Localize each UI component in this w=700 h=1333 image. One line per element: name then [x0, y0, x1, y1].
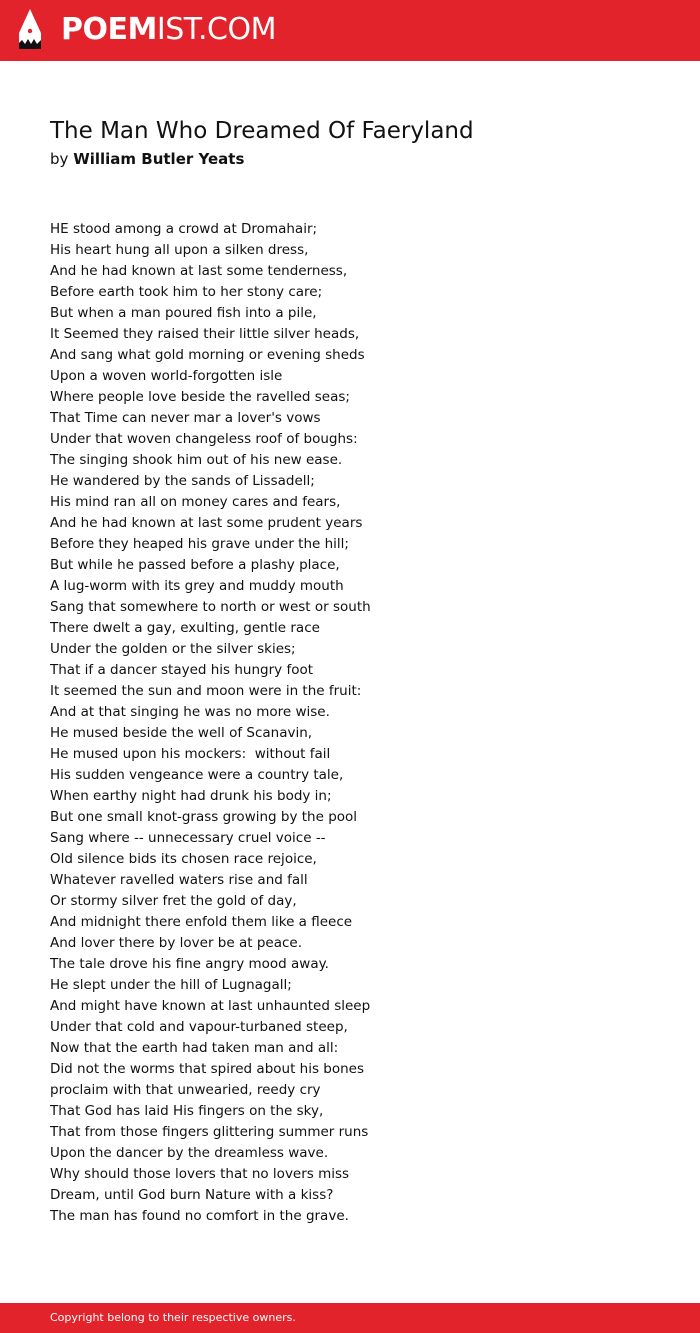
poem-line: It seemed the sun and moon were in the fruit:	[50, 683, 362, 699]
poem-line: That God has laid His fingers on the sky,	[50, 1103, 324, 1119]
pen-nib-icon[interactable]	[17, 9, 43, 51]
poem-author: William Butler Yeats	[73, 150, 245, 168]
byline-prefix: by	[50, 150, 69, 168]
poem-line: Did not the worms that spired about his bones	[50, 1061, 365, 1077]
site-logo[interactable]	[61, 12, 276, 48]
poem-line: That if a dancer stayed his hungry foot	[50, 662, 314, 678]
poem-line: Upon the dancer by the dreamless wave.	[50, 1145, 329, 1161]
poem-line: And at that singing he was no more wise.	[50, 704, 330, 720]
poem-line: Under the golden or the silver skies;	[50, 641, 296, 657]
logo-text-light: IST.COM	[156, 12, 276, 47]
poem-line: His sudden vengeance were a country tale,	[50, 767, 344, 783]
poem-line: And he had known at last some prudent years	[50, 515, 363, 531]
poem-line: That from those fingers glittering summer runs	[50, 1124, 369, 1140]
logo-text-bold: POEM	[61, 12, 157, 47]
poem-line: Where people love beside the ravelled seas;	[50, 389, 350, 405]
poem-line: It Seemed they raised their little silver heads,	[50, 326, 360, 342]
poem-line: And lover there by lover be at peace.	[50, 935, 302, 951]
poem-line: The singing shook him out of his new ease.	[50, 452, 343, 468]
poem-line: Under that cold and vapour-turbaned steep,	[50, 1019, 348, 1035]
poem-line: proclaim with that unwearied, reedy cry	[50, 1082, 321, 1098]
poem-line: And sang what gold morning or evening sheds	[50, 347, 365, 363]
poem-line: And he had known at last some tenderness,	[50, 263, 348, 279]
poem-line: That Time can never mar a lover's vows	[50, 410, 321, 426]
poem-byline	[50, 148, 244, 170]
poem-line: Sang where -- unnecessary cruel voice --	[50, 830, 326, 846]
poem-line: His heart hung all upon a silken dress,	[50, 242, 309, 258]
poem-line: He mused beside the well of Scanavin,	[50, 725, 313, 741]
site-header	[0, 0, 700, 61]
poem-line: The tale drove his fine angry mood away.	[50, 956, 329, 972]
poem-body	[50, 219, 670, 1227]
poem-line: Before earth took him to her stony care;	[50, 284, 323, 300]
poem-line: He wandered by the sands of Lissadell;	[50, 473, 315, 489]
poem-line: Why should those lovers that no lovers miss	[50, 1166, 350, 1182]
poem-line: And midnight there enfold them like a fleece	[50, 914, 353, 930]
poem-line: But while he passed before a plashy place,	[50, 557, 340, 573]
poem-line: Or stormy silver fret the gold of day,	[50, 893, 297, 909]
poem-line: Dream, until God burn Nature with a kiss?	[50, 1187, 334, 1203]
poem-line: He mused upon his mockers: without fail	[50, 746, 331, 762]
poem-line: He slept under the hill of Lugnagall;	[50, 977, 292, 993]
poem-line: Old silence bids its chosen race rejoice,	[50, 851, 317, 867]
copyright-text: Copyright belong to their respective owners.	[50, 1311, 296, 1324]
poem-line: Sang that somewhere to north or west or south	[50, 599, 371, 615]
poem-line: But one small knot-grass growing by the pool	[50, 809, 358, 825]
poem-line: When earthy night had drunk his body in;	[50, 788, 332, 804]
poem-line: Before they heaped his grave under the hill;	[50, 536, 349, 552]
poem-line: But when a man poured fish into a pile,	[50, 305, 317, 321]
poem-line: The man has found no comfort in the grave.	[50, 1208, 349, 1224]
poem-line: His mind ran all on money cares and fears,	[50, 494, 341, 510]
poem-line: HE stood among a crowd at Dromahair;	[50, 221, 318, 237]
poem-line: There dwelt a gay, exulting, gentle race	[50, 620, 320, 636]
site-footer	[0, 1303, 700, 1333]
poem-line: And might have known at last unhaunted sleep	[50, 998, 371, 1014]
poem-line: A lug-worm with its grey and muddy mouth	[50, 578, 344, 594]
poem-line: Upon a woven world-forgotten isle	[50, 368, 283, 384]
poem-line: Whatever ravelled waters rise and fall	[50, 872, 308, 888]
poem-title: The Man Who Dreamed Of Faeryland	[50, 118, 474, 144]
poem-line: Now that the earth had taken man and all:	[50, 1040, 339, 1056]
poem-line: Under that woven changeless roof of boughs:	[50, 431, 358, 447]
